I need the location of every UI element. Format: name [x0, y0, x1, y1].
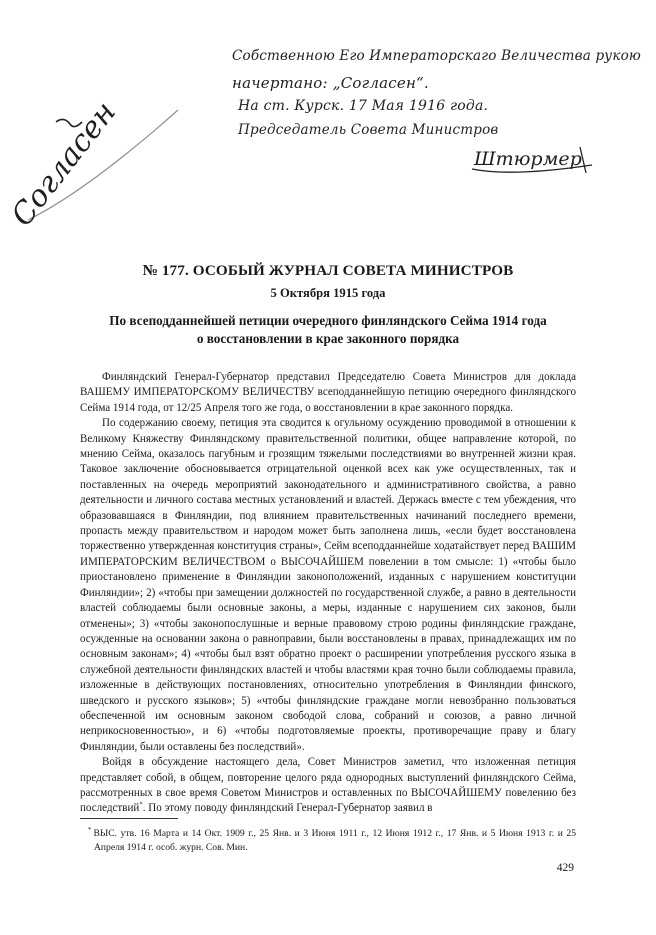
- document-date: 5 Октября 1915 года: [270, 286, 386, 300]
- handwritten-line-3: На ст. Курск. 17 Мая 1916 года.: [238, 98, 489, 114]
- handwritten-signature: [470, 135, 600, 180]
- footnote-divider: [80, 818, 178, 819]
- footnote-text: ВЫС. утв. 16 Марта и 14 Окт. 1909 г., 25 Янв. и 3 Июня 1911 г., 12 Июня 1912 г., 17 Янв. и 5 Июня 1913 г. и 25 Апреля 1914 г. особ. журн. Сов. Мин.: [93, 828, 576, 853]
- subtitle-line-2: о восстановлении в крае законного порядка: [196, 331, 460, 346]
- document-subtitle: [80, 312, 576, 348]
- handwritten-line-2: начертано: „Согласен“.: [232, 74, 429, 92]
- document-title: № 177. ОСОБЫЙ ЖУРНАЛ СОВЕТА МИНИСТРОВ: [142, 262, 514, 279]
- signature-text: Штюрмер: [474, 148, 582, 170]
- handwritten-side-note: [8, 80, 198, 230]
- footnote-reference: *: [139, 800, 143, 809]
- footnote-mark: *: [88, 826, 92, 834]
- subtitle-line-1: По всеподданнейшей петиции очередного финляндского Сейма 1914 года: [109, 313, 547, 328]
- paragraph-3: [80, 755, 576, 817]
- paragraph-2: По содержанию своему, петиция эта сводится к огульному осуждению проводимой в отношении к Великому Княжеству Финляндскому правительственной политики, общее направление которой, по мнению Сейма, оказалось пагубным и грозящим тяжелыми последствиями во внутренней жизни края. Таковое заключение обосновывается отрицательной оценкой всех как уже осуществленных, так и поставленных на очередь мероприятий законодательного и административного свойства, а равно деятельности и личного состава местных установлений и властей. Держась вместе с тем убеждения, что образовавшаяся в Финляндии, под влиянием правительственных начинаний последнего времени, пропасть между правительством и народом может быть заполнена лишь, «если будет восстановлена торжественно утвержденная конституция страны», Сейм всеподданнейше ходатайствует перед ВАШИМ ИМПЕРАТОРСКИМ ВЕЛИЧЕСТВОМ о ВЫСОЧАЙШЕМ повелении в том смысле: 1) «чтобы было приостановлено применение в Финляндии законоположений, изданных с нарушением конституции Финляндии»; 2) «чтобы при замещении должностей по государственной службе, а равно в деятельности властей соблюдаемы были основные законы, а меры, изданные с нарушением сих законов, были отменены»; 3) «чтобы законопослушные и верные правовому строю родины финляндские граждане, осужденные на основании закона о равноправии, были восстановлены в правах, принадлежащих им по основным законам»; 4) «чтобы был взят обратно проект о расширении употребления русского языка в служебной деятельности финляндских властей и чтобы властями края точно были соблюдаемы правила, изложенные в действующих постановлениях, относительно употребления в Финляндии финского, шведского и русского языков»; 5) «чтобы финляндские граждане могли невозбранно пользоваться обеспеченной им основным законом свободой слова, собраний и союзов, а равно личной неприкосновенностью», и 6) «чтобы подготовляемые проекты, противоречащие праву и благу Финляндии, были оставлены без последствий».: [80, 417, 576, 753]
- paragraph-1: Финляндский Генерал-Губернатор представил Председателю Совета Министров для доклада ВАШЕМУ ИМПЕРАТОРСКОМУ ВЕЛИЧЕСТВУ всеподданнейшую петицию очередного финляндского Сейма 1914 года, от 12/25 Апреля того же года, о восстановлении в крае законного порядка.: [80, 371, 576, 414]
- handwritten-side-note-image: [8, 80, 198, 230]
- footnote: [80, 824, 576, 854]
- page-number: 429: [556, 862, 574, 874]
- paragraph-3-text-end: . По этому поводу финляндский Генерал-Губернатор заявил в: [142, 802, 433, 815]
- signature-image: [470, 135, 600, 180]
- body-text: [80, 370, 576, 817]
- handwritten-line-4: Председатель Совета Министров: [238, 122, 499, 138]
- side-note-text: Согласен: [8, 95, 124, 230]
- handwritten-line-1: Собственною Его Императорскаго Величества рукою: [232, 48, 642, 64]
- paragraph-3-text: Войдя в обсуждение настоящего дела, Совет Министров заметил, что изложенная петиция представляет собой, в общем, повторение целого ряда однородных выступлений финляндского Сейма, рассмотренных в свое время Советом Министров и оставленных по ВЫСОЧАЙШЕМУ повелению без последствий: [80, 756, 576, 815]
